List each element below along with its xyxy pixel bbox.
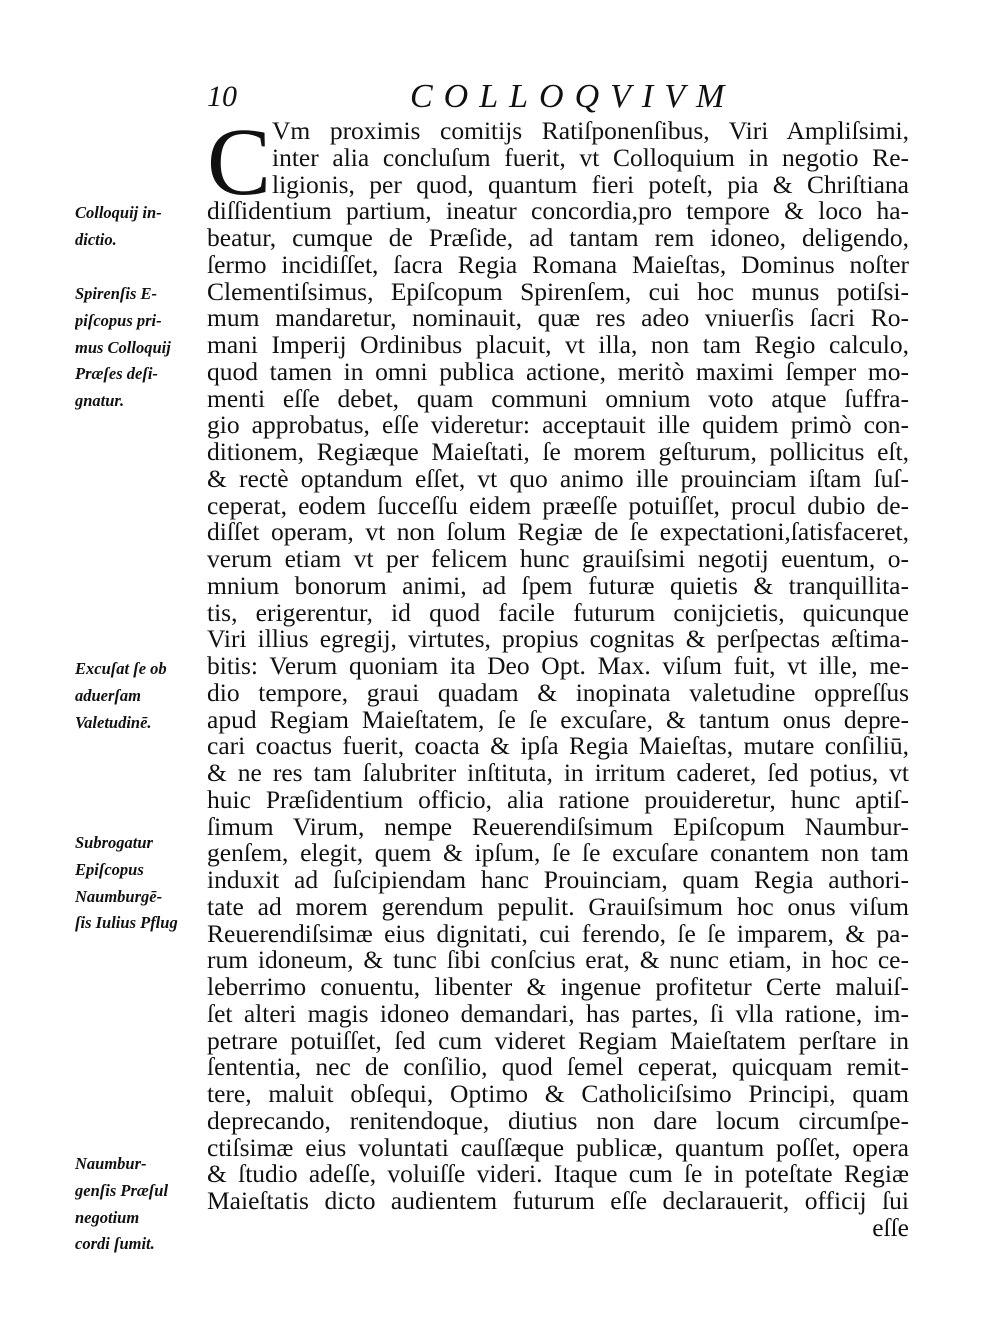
margin-note-line: Naumbur- <box>75 1154 147 1173</box>
text-line: ſet alteri magis idoneo demandari, has partes, ſi vlla ratione, im- <box>207 998 909 1028</box>
page-header <box>0 78 1000 118</box>
text-line: & rectè optandum eſſet, vt quo animo ille prouinciam iſtam ſuſ- <box>207 463 909 493</box>
text-line: genſem, elegit, quem & ipſum, ſe ſe excuſare conantem non tam <box>207 838 909 868</box>
text-line: ctiſsimæ eius voluntati cauſſæque publicæ, quantum poſſet, opera <box>207 1132 909 1162</box>
margin-note-line: Spirenſis E- <box>75 284 158 303</box>
text-line: tate ad morem gerendum pepulit. Grauiſsimum hoc onus viſum <box>207 891 909 921</box>
text-line: & ſtudio adeſſe, voluiſſe videri. Itaque cum ſe in poteſtate Regiæ <box>207 1159 909 1189</box>
margin-note-line: Valetudinē. <box>75 712 152 732</box>
text-line: ligionis, per quod, quantum fieri poteſt, pia & Chriſtiana <box>272 169 909 199</box>
text-line: tis, erigerentur, id quod facile futurum conijcietis, quicunque <box>207 597 909 627</box>
text-line: induxit ad ſuſcipiendam hanc Prouinciam, quam Regia authori- <box>207 865 909 894</box>
text-line: inter alia concluſum fuerit, vt Colloquium in negotio Re- <box>272 142 909 172</box>
text-line: beatur, cumque de Præſide, ad tantam rem idoneo, deligendo, <box>207 223 909 252</box>
text-line: ceperat, eodem ſucceſſu eidem præeſſe potuiſſet, procul dubio de- <box>207 490 909 520</box>
margin-note-line: negotium <box>75 1207 140 1227</box>
text-line: huic Præſidentium officio, alia ratione prouideretur, hunc aptiſ- <box>207 784 909 814</box>
text-line: mnium bonorum animi, ad ſpem futuræ quietis & tranquillita- <box>207 570 909 600</box>
drop-cap: C <box>207 108 272 215</box>
text-line: petrare potuiſſet, ſed cum videret Regiam Maieſtatem perſtare in <box>207 1025 909 1055</box>
text-line: ſententia, nec de conſilio, quod ſemel ceperat, quicquam remit- <box>207 1052 909 1082</box>
margin-note-line: cordi ſumit. <box>75 1234 155 1254</box>
running-title: COLLOQVIVM <box>410 78 736 115</box>
text-line: diſſet operam, vt non ſolum Regiæ de ſe expectationi,ſatisfaceret, <box>207 517 909 547</box>
margin-note-line: piſcopus pri- <box>75 310 162 330</box>
margin-note-line: aduerſam <box>75 685 141 705</box>
text-line: apud Regiam Maieſtatem, ſe ſe excuſare, & tantum onus depre- <box>207 704 909 734</box>
text-line: ditionem, Regiæque Maieſtati, ſe morem geſturum, pollicitus eſt, <box>207 437 909 466</box>
margin-note-line: Præſes deſi- <box>75 364 158 384</box>
text-line: rum idoneum, & tunc ſibi conſcius erat, & nunc etiam, in hoc ce- <box>207 945 909 975</box>
margin-note-excused-illness <box>75 656 207 736</box>
text-line: cari coactus fuerit, coacta & ipſa Regia Maieſtas, mutare conſiliū, <box>207 731 909 761</box>
margin-note-line: Naumburgē- <box>75 886 163 906</box>
text-line: Clementiſsimus, Epiſcopum Spirenſem, cui hoc munus potiſsi- <box>207 276 909 306</box>
margin-note-speyer-bishop <box>75 281 207 415</box>
margin-note-line: ſis Iulius Pflug <box>75 913 178 933</box>
text-line: tere, maluit obſequi, Optimo & Catholiciſsimo Principi, quam <box>207 1079 909 1108</box>
margin-note-line: gnatur. <box>75 391 125 410</box>
margin-note-line: Epiſcopus <box>75 859 144 879</box>
margin-note-line: genſis Præſul <box>75 1180 169 1200</box>
text-line: bitis: Verum quoniam ita Deo Opt. Max. viſum fuit, vt ille, me- <box>207 651 909 680</box>
page-number: 10 <box>207 80 237 113</box>
text-line: Reuerendiſsimæ eius dignitati, cui ferendo, ſe ſe imparem, & pa- <box>207 918 909 948</box>
margin-note-line: mus Colloquij <box>75 337 171 357</box>
margin-note-line: dictio. <box>75 229 117 249</box>
catchword: eſſe <box>872 1212 909 1242</box>
text-line: Vm proximis comitijs Ratiſponenſibus, Viri Ampliſsimi, <box>272 116 909 145</box>
text-line: mani Imperij Ordinibus placuit, vt illa, non tam Regio calculo, <box>207 330 909 359</box>
text-line: menti eſſe debet, quam communi omnium voto atque ſuffra- <box>207 383 909 413</box>
margin-note-colloquy-announced <box>75 200 207 254</box>
margin-note-naumburg-prelate <box>75 1151 207 1258</box>
text-line: Viri illius egregij, virtutes, propius cognitas & perſpectas æſtima- <box>207 624 909 654</box>
text-line: gio approbatus, eſſe videretur: acceptauit ille quidem primò con- <box>207 410 909 440</box>
margin-note-naumburg-substitute <box>75 830 207 937</box>
margin-note-line: Colloquij in- <box>75 203 162 222</box>
text-line: mum mandaretur, nominauit, quæ res adeo vniuerſis ſacri Ro- <box>207 303 909 333</box>
text-line: leberrimo conuentu, libenter & ingenue profitetur Certe maluiſ- <box>207 972 909 1001</box>
text-line: dio tempore, graui quadam & inopinata valetudine oppreſſus <box>207 677 909 707</box>
text-line: ſimum Virum, nempe Reuerendiſsimum Epiſcopum Naumbur- <box>207 811 909 841</box>
text-line: & ne res tam ſalubriter inſtituta, in irritum caderet, ſed potius, vt <box>207 758 909 787</box>
text-line: ſermo incidiſſet, ſacra Regia Romana Maieſtas, Dominus noſter <box>207 249 909 279</box>
text-line: verum etiam vt per felicem hunc grauiſsimi negotij euentum, o- <box>207 544 909 573</box>
text-line: Maieſtatis dicto audientem futurum eſſe declarauerit, officij ſui <box>207 1186 909 1215</box>
margin-note-line: Excuſat ſe ob <box>75 659 167 678</box>
margin-note-line: Subrogatur <box>75 833 153 852</box>
text-line: deprecando, renitendoque, diutius non dare locum circumſpe- <box>207 1105 909 1135</box>
text-line: diſſidentium partium, ineatur concordia,pro tempore & loco ha- <box>207 196 909 226</box>
main-text <box>207 108 909 1242</box>
text-line: quod tamen in omni publica actione, meritò maximi ſemper mo- <box>207 356 909 386</box>
